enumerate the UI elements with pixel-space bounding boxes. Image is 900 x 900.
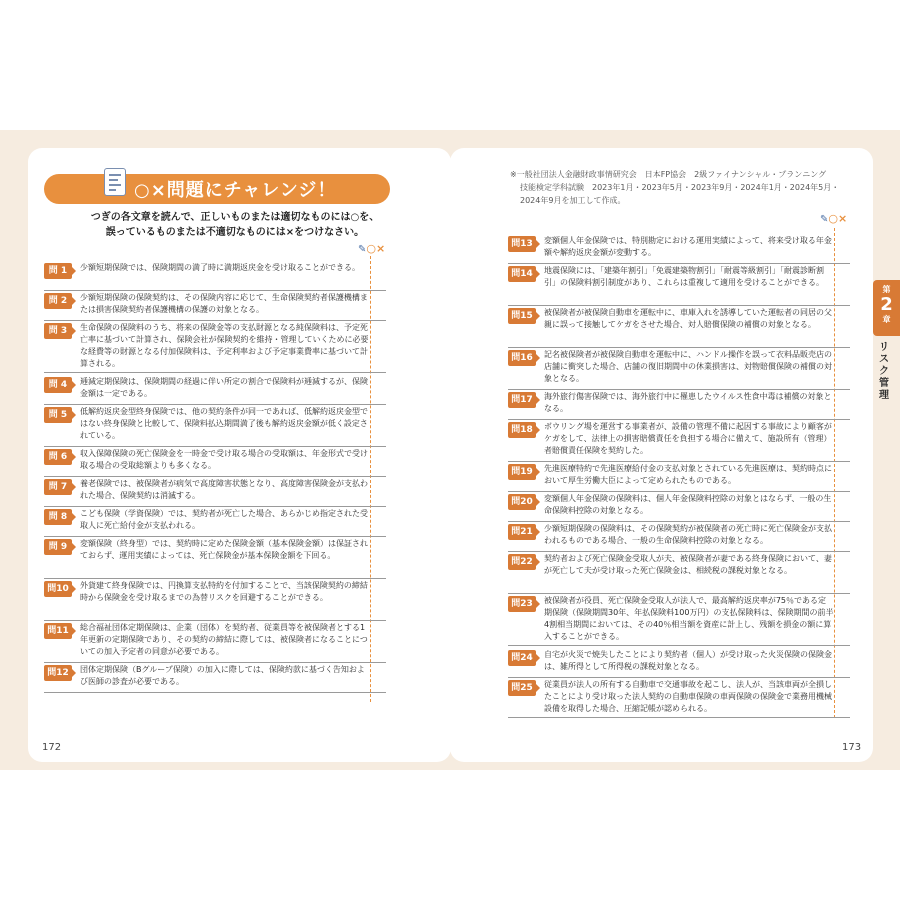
divider bbox=[508, 389, 850, 390]
page-title: ○×問題にチャレンジ！ bbox=[134, 180, 337, 201]
question-item bbox=[508, 523, 850, 555]
question-item bbox=[508, 649, 850, 681]
question-text: 先進医療特約で先進医療給付金の支払対象とされている先進医療は、契約時点において厚生労働大臣によって定められたものである。 bbox=[544, 464, 832, 485]
question-number: 問23 bbox=[508, 596, 536, 612]
divider bbox=[44, 446, 386, 447]
question-item bbox=[508, 349, 850, 391]
question-item bbox=[44, 508, 386, 540]
question-item bbox=[44, 322, 386, 376]
question-item bbox=[44, 478, 386, 510]
divider bbox=[508, 461, 850, 462]
source-note-line-1: ※一般社団法人金融財政事情研究会 日本FP協会 2級ファイナンシャル・プランニング bbox=[510, 170, 827, 179]
question-text: 少額短期保険では、保険期間の満了時に満期返戻金を受け取ることができる。 bbox=[80, 263, 360, 272]
question-item bbox=[44, 406, 386, 448]
question-text: 外貨建て終身保険では、円換算支払特約を付加することで、当該保険契約の締結時から保険金を受け取るまでの為替リスクを回避することができる。 bbox=[80, 581, 368, 602]
question-text: 低解約返戻金型終身保険では、他の契約条件が同一であれば、低解約返戻金型ではない終身保険と比較して、保険料払込期間満了後も解約返戻金額が低く設定されている。 bbox=[80, 407, 368, 440]
question-number: 問22 bbox=[508, 554, 536, 570]
question-text: 少額短期保険の保険契約は、その保険内容に応じて、生命保険契約者保護機構または損害保険契約者保護機構の保護の対象となる。 bbox=[80, 293, 368, 314]
divider bbox=[44, 476, 386, 477]
question-item bbox=[44, 376, 386, 408]
question-number: 問11 bbox=[44, 623, 72, 639]
question-item bbox=[44, 580, 386, 622]
question-text: 総合福祉団体定期保険は、企業（団体）を契約者、従業員等を被保険者とする1年更新の定期保険であり、その契約の締結に際しては、被保険者になることについての加入予定者の同意が必要である。 bbox=[80, 623, 368, 656]
divider bbox=[508, 717, 850, 718]
question-item bbox=[508, 463, 850, 495]
question-item bbox=[508, 307, 850, 349]
question-text: 少額短期保険の保険料は、その保険契約が被保険者の死亡時に死亡保険金が支払われるものである場合、一般の生命保険料控除の対象となる。 bbox=[544, 524, 832, 545]
divider bbox=[44, 536, 386, 537]
divider bbox=[44, 506, 386, 507]
question-number: 問12 bbox=[44, 665, 72, 681]
question-item bbox=[508, 679, 850, 721]
question-number: 問13 bbox=[508, 236, 536, 252]
divider bbox=[508, 419, 850, 420]
ox-answer-header-right: ✎○× bbox=[820, 212, 848, 225]
question-text: 養老保険では、被保険者が病気で高度障害状態となり、高度障害保険金が支払われた場合、保険契約は消滅する。 bbox=[80, 479, 368, 500]
question-number: 問24 bbox=[508, 650, 536, 666]
divider bbox=[508, 347, 850, 348]
question-number: 問25 bbox=[508, 680, 536, 696]
question-number: 問21 bbox=[508, 524, 536, 540]
question-text: 従業員が法人の所有する自動車で交通事故を起こし、法人が、当該車両が全損したことにより受け取った法人契約の自動車保険の車両保険の保険金で業務用機械設備を取得した場合、圧縮記帳が認められる。 bbox=[544, 680, 832, 713]
question-text: 生命保険の保険料のうち、将来の保険金等の支払財源となる純保険料は、予定死亡率に基づいて計算され、保険会社が保険契約を維持・管理していくために必要な経費等の財源となる付加保険料は、予定利率および予定事業費率に基づいて計算される。 bbox=[80, 323, 369, 368]
question-text: 記名被保険者が被保険自動車を運転中に、ハンドル操作を誤って衣料品販売店の店舗に衝突した場合、店舗の復旧期間中の休業損害は、対物賠償保険の補償の対象となる。 bbox=[544, 350, 832, 383]
question-item bbox=[508, 553, 850, 595]
question-number: 問 5 bbox=[44, 407, 72, 423]
question-text: 団体定期保険（Bグループ保険）の加入に際しては、保険約款に基づく告知および医師の診査が必要である。 bbox=[80, 665, 365, 686]
question-number: 問 8 bbox=[44, 509, 72, 525]
divider bbox=[44, 578, 386, 579]
divider bbox=[44, 620, 386, 621]
divider bbox=[44, 662, 386, 663]
question-text: 契約者および死亡保険金受取人が夫、被保険者が妻である終身保険において、妻が死亡して夫が受け取った死亡保険金は、相続税の課税対象となる。 bbox=[544, 554, 832, 575]
question-text: 海外旅行傷害保険では、海外旅行中に罹患したウイルス性食中毒は補償の対象となる。 bbox=[544, 392, 832, 413]
source-note-line-2: 技能検定学科試験 2023年1月・2023年5月・2023年9月・2024年1月・2024年5月・ bbox=[520, 183, 840, 192]
question-number: 問 7 bbox=[44, 479, 72, 495]
question-number: 問18 bbox=[508, 422, 536, 438]
question-number: 問 3 bbox=[44, 323, 72, 339]
divider bbox=[44, 372, 386, 373]
source-note-line-3: 2024年9月を加工して作成。 bbox=[520, 196, 626, 205]
question-text: 被保険者が役員、死亡保険金受取人が法人で、最高解約返戻率が75％である定期保険（保険期間30年、年払保険料100万円）の支払保険料は、保険期間の前半4割相当期間においては、その40％相当額を資産に計上し、残額を損金の額に算入することができる。 bbox=[544, 596, 834, 641]
question-item bbox=[508, 595, 850, 649]
pencil-icon: ✎ bbox=[358, 244, 367, 255]
instructions-line-1: つぎの各文章を読んで、正しいものまたは適切なものには○を、 bbox=[90, 212, 380, 223]
question-text: 地震保険には、「建築年割引」「免震建築物割引」「耐震等級割引」「耐震診断割引」の保険料割引制度があり、これらは重複して適用を受けることができる。 bbox=[544, 266, 824, 287]
question-item bbox=[44, 262, 386, 294]
question-number: 問19 bbox=[508, 464, 536, 480]
question-item bbox=[44, 622, 386, 664]
question-number: 問 2 bbox=[44, 293, 72, 309]
divider bbox=[508, 593, 850, 594]
question-text: ボウリング場を運営する事業者が、設備の管理不備に起因する事故により顧客がケガをして、法律上の損害賠償責任を負担する場合に備えて、施設所有（管理）者賠償責任保険を契約した。 bbox=[544, 422, 832, 455]
question-text: 被保険者が被保険自動車を運転中に、車庫入れを誘導していた運転者の同居の父親に誤って接触してケガをさせた場合、対人賠償保険の補償の対象となる。 bbox=[544, 308, 832, 329]
question-number: 問10 bbox=[44, 581, 72, 597]
question-item bbox=[508, 493, 850, 525]
question-number: 問 1 bbox=[44, 263, 72, 279]
divider bbox=[508, 677, 850, 678]
divider bbox=[44, 320, 386, 321]
question-item bbox=[508, 391, 850, 423]
question-text: 変額保険（終身型）では、契約時に定めた保険金額（基本保険金額）は保証されておらず、運用実績によっては、死亡保険金が基本保険金額を下回る。 bbox=[80, 539, 368, 560]
question-text: こども保険（学資保険）では、契約者が死亡した場合、あらかじめ指定された受取人に死亡給付金が支払われる。 bbox=[80, 509, 368, 530]
divider bbox=[508, 521, 850, 522]
question-text: 逓減定期保険は、保険期間の経過に伴い所定の割合で保険料が逓減するが、保険金額は一定である。 bbox=[80, 377, 368, 398]
question-item bbox=[44, 538, 386, 580]
question-number: 問14 bbox=[508, 266, 536, 282]
question-text: 収入保障保険の死亡保険金を一時金で受け取る場合の受取額は、年金形式で受け取る場合の受取総額よりも多くなる。 bbox=[80, 449, 368, 470]
question-number: 問16 bbox=[508, 350, 536, 366]
question-number: 問 9 bbox=[44, 539, 72, 555]
question-text: 自宅が火災で焼失したことにより契約者（個人）が受け取った火災保険の保険金は、雑所得として所得税の課税対象となる。 bbox=[544, 650, 832, 671]
pencil-icon: ✎ bbox=[820, 214, 829, 225]
divider bbox=[44, 290, 386, 291]
question-item bbox=[44, 448, 386, 480]
question-text: 変額個人年金保険では、特別勘定における運用実績によって、将来受け取る年金額や解約返戻金額が変動する。 bbox=[544, 236, 832, 257]
divider bbox=[508, 491, 850, 492]
divider bbox=[508, 551, 850, 552]
question-number: 問15 bbox=[508, 308, 536, 324]
question-text: 変額個人年金保険の保険料は、個人年金保険料控除の対象とはならず、一般の生命保険料控除の対象となる。 bbox=[544, 494, 832, 515]
instructions-line-2: 誤っているものまたは不適切なものには×をつけなさい。 bbox=[105, 227, 365, 238]
question-item bbox=[44, 292, 386, 324]
divider bbox=[44, 404, 386, 405]
question-item bbox=[508, 421, 850, 463]
chapter-number: 2 bbox=[880, 294, 893, 315]
chapter-prefix: 第 bbox=[882, 285, 891, 294]
question-item bbox=[508, 235, 850, 267]
page-number-left: 172 bbox=[42, 742, 62, 753]
divider bbox=[508, 263, 850, 264]
question-number: 問 4 bbox=[44, 377, 72, 393]
chapter-suffix: 章 bbox=[882, 315, 891, 324]
divider bbox=[508, 305, 850, 306]
source-note bbox=[510, 168, 860, 207]
question-number: 問20 bbox=[508, 494, 536, 510]
question-item bbox=[44, 664, 386, 696]
question-item bbox=[508, 265, 850, 307]
chapter-tab[interactable] bbox=[873, 280, 900, 336]
document-icon bbox=[104, 168, 126, 196]
page-number-right: 173 bbox=[842, 742, 862, 753]
chapter-title: リスク管理 bbox=[879, 342, 889, 401]
ox-answer-header-left: ✎○× bbox=[358, 242, 386, 255]
question-number: 問 6 bbox=[44, 449, 72, 465]
instructions bbox=[70, 210, 400, 240]
question-number: 問17 bbox=[508, 392, 536, 408]
divider bbox=[508, 645, 850, 646]
divider bbox=[44, 692, 386, 693]
